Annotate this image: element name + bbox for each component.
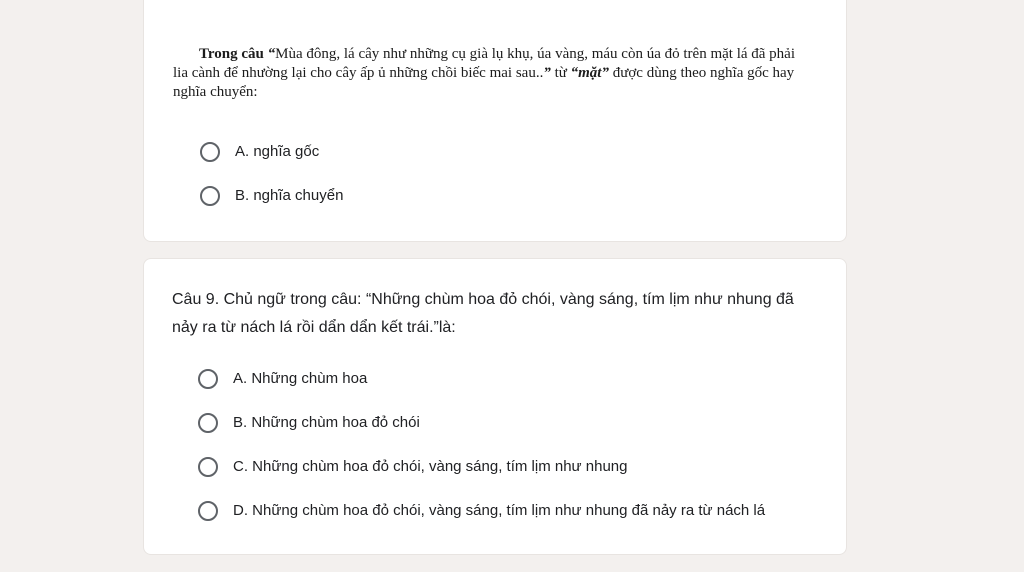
question-1-text-segment: “	[267, 46, 276, 62]
option-label[interactable]: C. Những chùm hoa đỏ chói, vàng sáng, tím lịm như nhung	[233, 458, 628, 475]
radio-button[interactable]	[200, 142, 220, 162]
question-card-1	[143, 0, 847, 242]
option-row-q2-a[interactable]	[171, 357, 818, 401]
question-2-options	[171, 357, 818, 533]
option-row-q2-c[interactable]	[171, 445, 818, 489]
radio-button[interactable]	[198, 457, 218, 477]
radio-button[interactable]	[198, 369, 218, 389]
question-2-text: Câu 9. Chủ ngữ trong câu: “Những chùm hoa đỏ chói, vàng sáng, tím lịm như nhung đã nảy ra từ nách lá rồi dẩn dẩn kết trái.”là:	[172, 291, 794, 336]
option-label[interactable]: D. Những chùm hoa đỏ chói, vàng sáng, tím lịm như nhung đã nảy ra từ nách lá	[233, 502, 766, 519]
option-label[interactable]: B. nghĩa chuyển	[235, 187, 344, 204]
question-1-text-segment: được dùng theo nghĩa gốc hay nghĩa chuyển:	[173, 65, 795, 100]
question-card-2	[143, 258, 847, 555]
radio-button[interactable]	[198, 501, 218, 521]
question-1-text-segment: Mùa đông, lá cây như những cụ già lụ khụ, úa vàng, máu còn úa đỏ trên mặt lá đã phải lia cành để nhường lại cho cây ấp ủ những chồi biếc mai sau..	[173, 46, 795, 81]
question-1-options	[173, 130, 806, 218]
option-label[interactable]: A. nghĩa gốc	[235, 143, 320, 160]
option-row-q1-b[interactable]	[173, 174, 806, 218]
form-column	[143, 0, 847, 555]
option-label[interactable]: A. Những chùm hoa	[233, 370, 368, 387]
radio-button[interactable]	[198, 413, 218, 433]
option-label[interactable]: B. Những chùm hoa đỏ chói	[233, 414, 420, 431]
radio-button[interactable]	[200, 186, 220, 206]
option-row-q2-d[interactable]	[171, 489, 818, 533]
question-1-text	[173, 45, 806, 102]
question-1-text-segment: Trong câu	[199, 46, 268, 62]
question-1-text-segment: “mặt”	[570, 65, 609, 81]
question-1-text-segment: từ	[550, 65, 571, 81]
option-row-q2-b[interactable]	[171, 401, 818, 445]
question-1-text-segment: ”	[543, 65, 551, 81]
option-row-q1-a[interactable]	[173, 130, 806, 174]
